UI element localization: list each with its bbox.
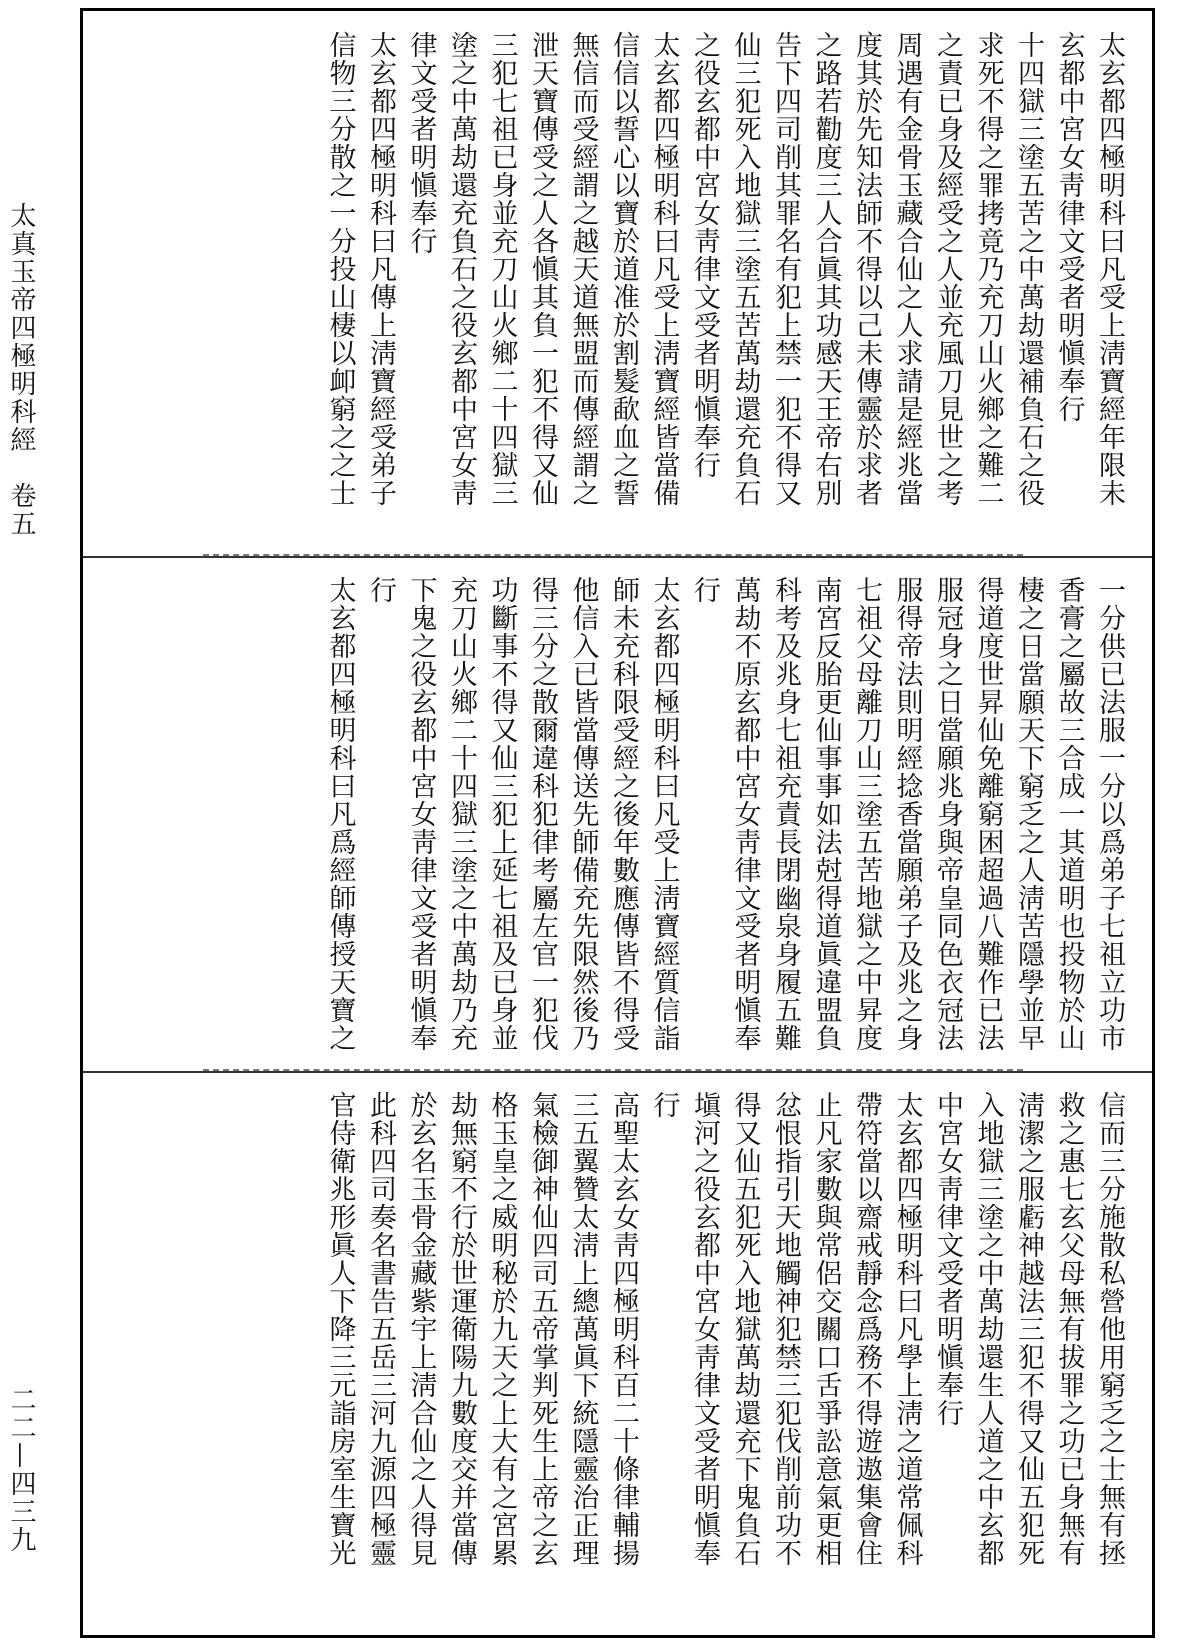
text-column: 信而三分施散私營他用窮乏之士無有拯: [1094, 1091, 1125, 1567]
text-column: 求死不得之罪拷竟乃充刀山火鄉之難二: [972, 31, 1004, 507]
text-column: 信信以誓心以寶於道准於割髮歃血之誓: [608, 31, 639, 507]
text-column: 信物三分散之一分投山棲以卹窮之之士: [324, 31, 356, 507]
text-column: 高聖太玄女靑四極明科百二十條律輔揚: [608, 1091, 639, 1567]
text-column: 之責已身及經受之人並充風刀見世之考: [932, 31, 963, 507]
text-column: 太玄都四極明科曰凡受上淸寶經皆當備: [648, 31, 680, 507]
text-column: 救之惠七玄父母無有拔罪之功已身無有: [1053, 1091, 1085, 1567]
text-column: 止凡家數與常侶交關口舌爭訟意氣更相: [810, 1091, 842, 1567]
text-column: 周遇有金骨玉藏合仙之人求請是經兆當: [891, 31, 923, 507]
text-column: 三犯七祖已身並充刀山火鄉二十四獄三: [486, 31, 518, 507]
text-column: 十四獄三塗五苦之中萬劫還補負石之役: [1013, 31, 1044, 507]
dashed-rule: [203, 1069, 1023, 1071]
page-number: 二二—四三九: [6, 1386, 36, 1554]
text-column: 玄都中宮女靑律文受者明愼奉行: [1053, 31, 1085, 423]
text-column: 行: [365, 576, 396, 604]
text-column: 他信入已皆當傳送先師備充先限然後乃: [567, 576, 599, 1052]
text-column: 太玄都四極明科曰凡受上淸寶經質信詣: [648, 576, 680, 1052]
text-column: 中宮女靑律文受者明愼奉行: [932, 1091, 963, 1427]
text-column: 一分供已法服一分以爲弟子七祖立功市: [1094, 576, 1125, 1052]
text-columns-3: [123, 1091, 1126, 1619]
text-column: 泄天寶傳受之人各愼其負一犯不得又仙: [527, 31, 558, 507]
side-title: 太真玉帝四極明科經 卷五: [6, 202, 36, 538]
text-column: 於玄名玉骨金藏紫宇上淸合仙之人得見: [405, 1091, 437, 1567]
text-column: 得又仙五犯死入地獄萬劫還充下鬼負石: [729, 1091, 761, 1567]
page-frame: [80, 8, 1155, 1638]
text-panel-2: [83, 556, 1152, 1071]
text-column: 充刀山火鄉二十四獄三塗之中萬劫乃充: [446, 576, 477, 1052]
text-column: 氣檢御神仙四司五帝掌判死生上帝之玄: [527, 1091, 558, 1567]
text-column: 律文受者明愼奉行: [405, 31, 437, 255]
text-column: 得三分之散爾違科犯律考屬左官一犯伐: [527, 576, 558, 1052]
text-column: 師未充科限受經之後年數應傳皆不得受: [608, 576, 639, 1052]
text-column: 得道度世昇仙免離窮困超過八難作已法: [972, 576, 1004, 1052]
dashed-rule: [203, 554, 1023, 556]
text-column: 太玄都四極明科曰凡爲經師傳授天寶之: [324, 576, 356, 1052]
text-column: 塗之中萬劫還充負石之役玄都中宮女靑: [446, 31, 477, 507]
text-column: 入地獄三塗之中萬劫還生人道之中玄都: [972, 1091, 1004, 1567]
text-column: 官侍衛兆形眞人下降三元詣房室生寶光: [324, 1091, 356, 1567]
text-column: 告下四司削其罪名有犯上禁一犯不得又: [770, 31, 801, 507]
text-column: 南宮反胎更仙事事如法尅得道眞違盟負: [810, 576, 842, 1052]
text-column: 之役玄都中宮女靑律文受者明愼奉行: [689, 31, 720, 479]
text-column: 下鬼之役玄都中宮女靑律文受者明愼奉: [405, 576, 437, 1052]
text-column: 服得帝法則明經捻香當願弟子及兆之身: [891, 576, 923, 1052]
text-column: 塡河之役玄都中宮女靑律文受者明愼奉: [689, 1091, 720, 1567]
text-column: 科考及兆身七祖充責長閉幽泉身履五難: [770, 576, 801, 1052]
text-column: 太玄都四極明科曰凡傳上淸寶經受弟子: [365, 31, 396, 507]
text-panel-3: [83, 1071, 1152, 1635]
text-column: 三五翼贊太淸上總萬眞下統隱靈治正理: [567, 1091, 599, 1567]
text-column: 行: [648, 1091, 680, 1119]
text-column: 七祖父母離刀山三塗五苦地獄之中昇度: [851, 576, 882, 1052]
text-column: 仙三犯死入地獄三塗五苦萬劫還充負石: [729, 31, 761, 507]
text-column: 棲之日當願天下窮乏之人淸苦隱學並早: [1013, 576, 1044, 1052]
text-column: 劫無窮不行於世運衛陽九數度交并當傳: [446, 1091, 477, 1567]
text-column: 功斷事不得又仙三犯上延七祖及已身並: [486, 576, 518, 1052]
text-column: 無信而受經謂之越天道無盟而傳經謂之: [567, 31, 599, 507]
text-column: 度其於先知法師不得以己未傳靈於求者: [851, 31, 882, 507]
text-column: 忿恨指引天地觸神犯禁三犯伐削前功不: [770, 1091, 801, 1567]
text-column: 之路若勸度三人合眞其功感天王帝右別: [810, 31, 842, 507]
text-column: 太玄都四極明科曰凡受上淸寶經年限未: [1094, 31, 1125, 507]
text-column: 淸潔之服虧神越法三犯不得又仙五犯死: [1013, 1091, 1044, 1567]
text-columns-1: [123, 31, 1126, 540]
text-column: 萬劫不原玄都中宮女靑律文受者明愼奉: [729, 576, 761, 1052]
text-column: 行: [689, 576, 720, 604]
text-column: 此科四司奏名書告五岳三河九源四極靈: [365, 1091, 396, 1567]
text-panel-1: [83, 11, 1152, 556]
text-column: 服冠身之日當願兆身與帝皇同色衣冠法: [932, 576, 963, 1052]
text-column: 帶符當以齋戒靜念爲務不得遊遨集會住: [851, 1091, 882, 1567]
text-columns-2: [123, 576, 1126, 1055]
text-column: 格玉皇之威明秘於九天之上大有之宮累: [486, 1091, 518, 1567]
text-column: 香膏之屬故三合成一其道明也投物於山: [1053, 576, 1085, 1052]
text-column: 太玄都四極明科曰凡學上淸之道常佩科: [891, 1091, 923, 1567]
